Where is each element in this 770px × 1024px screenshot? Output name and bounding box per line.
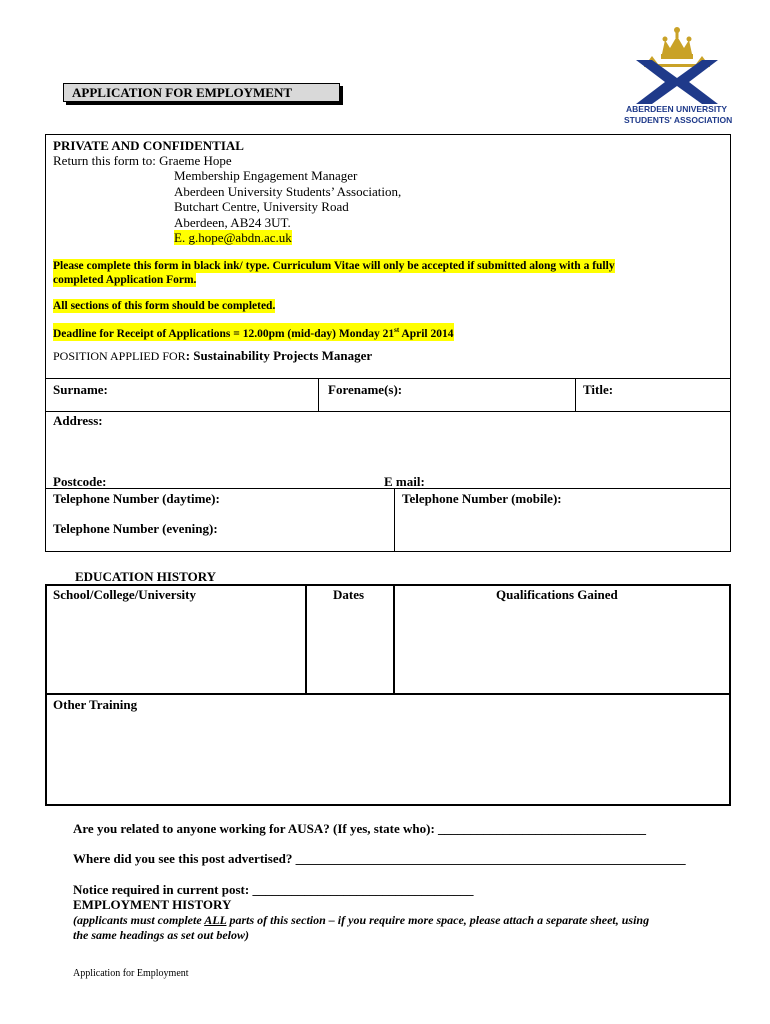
- address-label: Address:: [53, 413, 103, 428]
- col-school: School/College/University: [53, 587, 196, 602]
- note-all: ALL: [204, 913, 227, 927]
- surname-label: Surname:: [53, 382, 108, 397]
- divider: [393, 584, 395, 694]
- divider: [394, 488, 395, 552]
- education-table: [45, 584, 731, 806]
- employment-heading: EMPLOYMENT HISTORY: [73, 897, 232, 912]
- other-training-label: Other Training: [53, 697, 138, 712]
- deadline-text-end: April 2014: [399, 327, 454, 340]
- related-question: Are you related to anyone working for AUSA? (If yes, state who): ________________________________: [73, 821, 647, 836]
- employment-note-line-2: the same headings as set out below): [73, 928, 250, 942]
- form-title-box: [63, 83, 340, 102]
- ink-notice-line-2: completed Application Form.: [53, 274, 197, 286]
- address-line-3: Butchart Centre, University Road: [174, 199, 349, 214]
- forename-label: Forename(s):: [328, 382, 403, 397]
- col-dates: Dates: [333, 587, 365, 602]
- return-label: Return this form to: Graeme Hope: [53, 153, 232, 168]
- email-label: E mail:: [384, 474, 425, 489]
- logo-line-2: STUDENTS' ASSOCIATION: [624, 115, 733, 125]
- contact-email: E. g.hope@abdn.ac.uk: [174, 230, 292, 245]
- advertised-question: Where did you see this post advertised? ____________________________________________________________: [73, 851, 686, 866]
- employment-note-line-1: [73, 913, 649, 928]
- notice-question: Notice required in current post: __________________________________: [73, 882, 474, 897]
- position-label: POSITION APPLIED FOR: [53, 349, 186, 363]
- tel-evening-label: Telephone Number (evening):: [53, 521, 218, 536]
- tel-mobile-label: Telephone Number (mobile):: [402, 491, 562, 506]
- address-line-4: Aberdeen, AB24 3UT.: [174, 215, 291, 230]
- col-qualifications: Qualifications Gained: [496, 587, 618, 602]
- tel-day-label: Telephone Number (daytime):: [53, 491, 220, 506]
- note-text: (applicants must complete: [73, 913, 205, 927]
- education-heading: EDUCATION HISTORY: [75, 569, 217, 584]
- ausa-logo: [622, 24, 732, 128]
- form-title: APPLICATION FOR EMPLOYMENT: [72, 85, 293, 100]
- position-value: : Sustainability Projects Manager: [185, 348, 373, 363]
- divider: [305, 584, 307, 694]
- logo-line-1: ABERDEEN UNIVERSITY: [626, 104, 728, 114]
- ink-notice-line-1: Please complete this form in black ink/ type. Curriculum Vitae will only be accepted if submitted along with a fully: [53, 260, 615, 272]
- position-applied: [53, 348, 372, 364]
- title-label: Title:: [583, 382, 614, 397]
- deadline-sup: st: [394, 326, 400, 334]
- address-line-1: Membership Engagement Manager: [174, 168, 358, 183]
- page-footer: Application for Employment: [73, 968, 189, 979]
- divider: [318, 378, 319, 411]
- deadline-notice: [53, 323, 454, 341]
- deadline-text: Deadline for Receipt of Applications = 12.00pm (mid-day) Monday 21: [53, 327, 395, 340]
- all-sections-notice: All sections of this form should be completed.: [53, 300, 276, 312]
- crown-saltire-icon: [622, 24, 732, 106]
- divider: [45, 378, 731, 379]
- divider: [45, 411, 731, 412]
- divider: [575, 378, 576, 411]
- divider: [45, 693, 731, 695]
- address-line-2: Aberdeen University Students’ Association,: [174, 184, 402, 199]
- confidential-heading: PRIVATE AND CONFIDENTIAL: [53, 138, 244, 153]
- postcode-label: Postcode:: [53, 474, 107, 489]
- note-text-end: parts of this section – if you require more space, please attach a separate sheet, using: [226, 913, 650, 927]
